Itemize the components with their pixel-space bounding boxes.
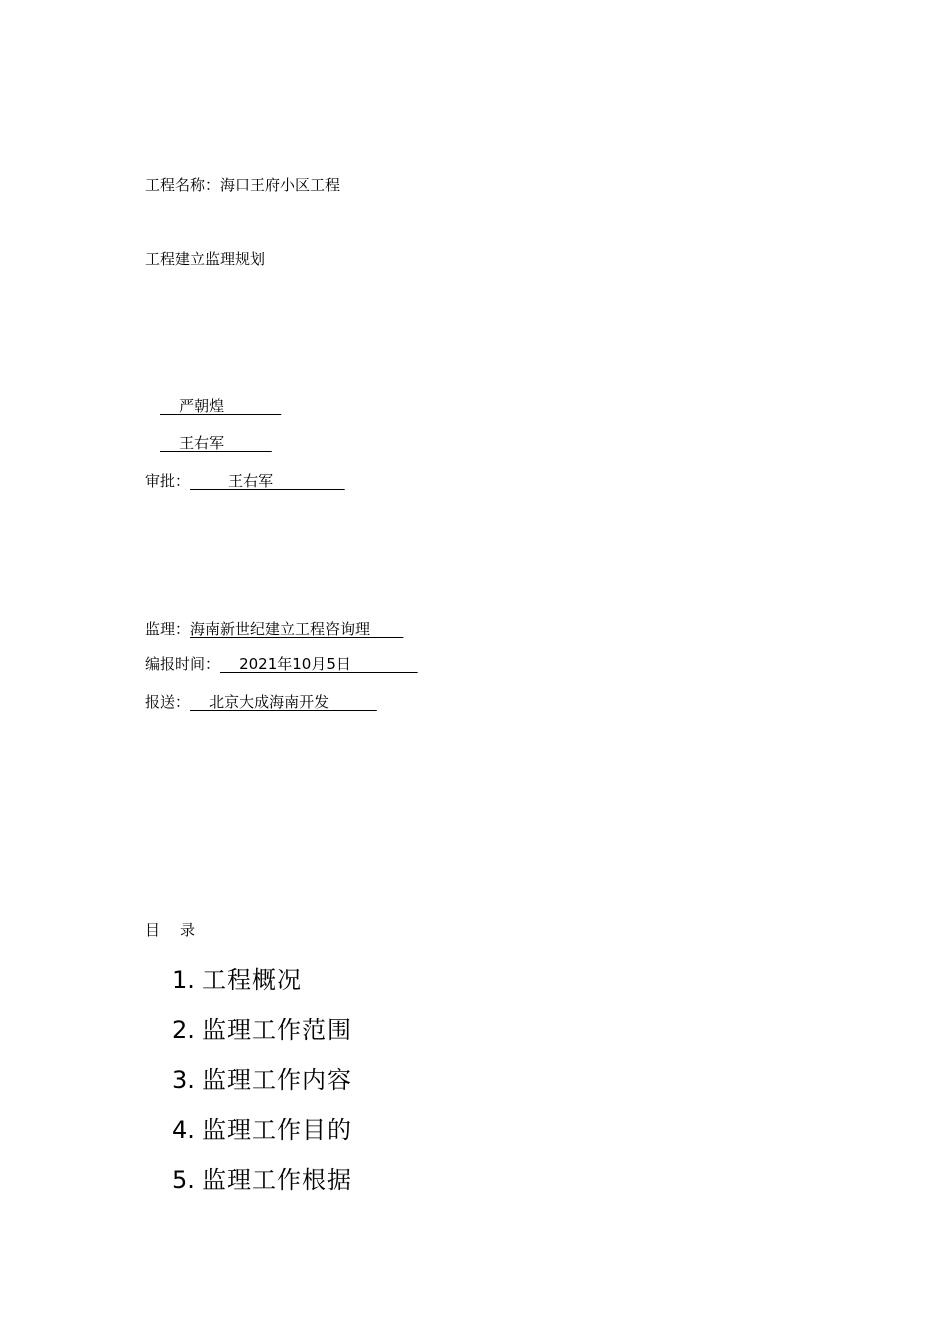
toc-item (172, 1112, 352, 1162)
approval-value: 王右军 (190, 472, 345, 490)
toc-item-number: 2. (172, 1016, 195, 1044)
toc-item-text: 监理工作根据 (202, 1166, 352, 1194)
toc-item-text: 监理工作目的 (202, 1116, 352, 1144)
toc-heading: 目录 (145, 921, 216, 939)
toc-item (172, 1162, 352, 1212)
toc-item-number: 1. (172, 966, 195, 994)
toc-item-text: 监理工作范围 (202, 1016, 352, 1044)
supervisor-value: 海南新世纪建立工程咨询理 (190, 620, 404, 638)
report-date-value: 2021年10月5日 (220, 655, 418, 673)
toc-item-number: 4. (172, 1116, 195, 1144)
toc-item-text: 工程概况 (202, 966, 302, 994)
toc-item-number: 5. (172, 1166, 195, 1194)
send-to-line (145, 692, 377, 712)
toc-item (172, 962, 352, 1012)
toc-item-text: 监理工作内容 (202, 1066, 352, 1094)
project-name-value: 海口王府小区工程 (220, 176, 341, 194)
project-name-label: 工程名称： (145, 176, 221, 194)
document-title: 工程建立监理规划 (145, 250, 266, 268)
send-to-label: 报送： (145, 693, 191, 711)
toc-item (172, 1062, 352, 1112)
toc-list (172, 962, 352, 1212)
report-date-label: 编报时间： (145, 655, 221, 673)
signature-name-2: 王右军 (160, 434, 272, 452)
report-date-line (145, 654, 418, 674)
approval-line (145, 471, 345, 491)
supervisor-label: 监理： (145, 620, 191, 638)
signature-line-2 (160, 433, 272, 453)
toc-item-number: 3. (172, 1066, 195, 1094)
send-to-value: 北京大成海南开发 (190, 693, 377, 711)
signature-name-1: 严朝煌 (160, 397, 282, 415)
project-name-line (145, 175, 340, 195)
signature-line-1 (160, 396, 281, 416)
supervisor-line (145, 619, 403, 639)
approval-label: 审批： (145, 472, 191, 490)
toc-item (172, 1012, 352, 1062)
